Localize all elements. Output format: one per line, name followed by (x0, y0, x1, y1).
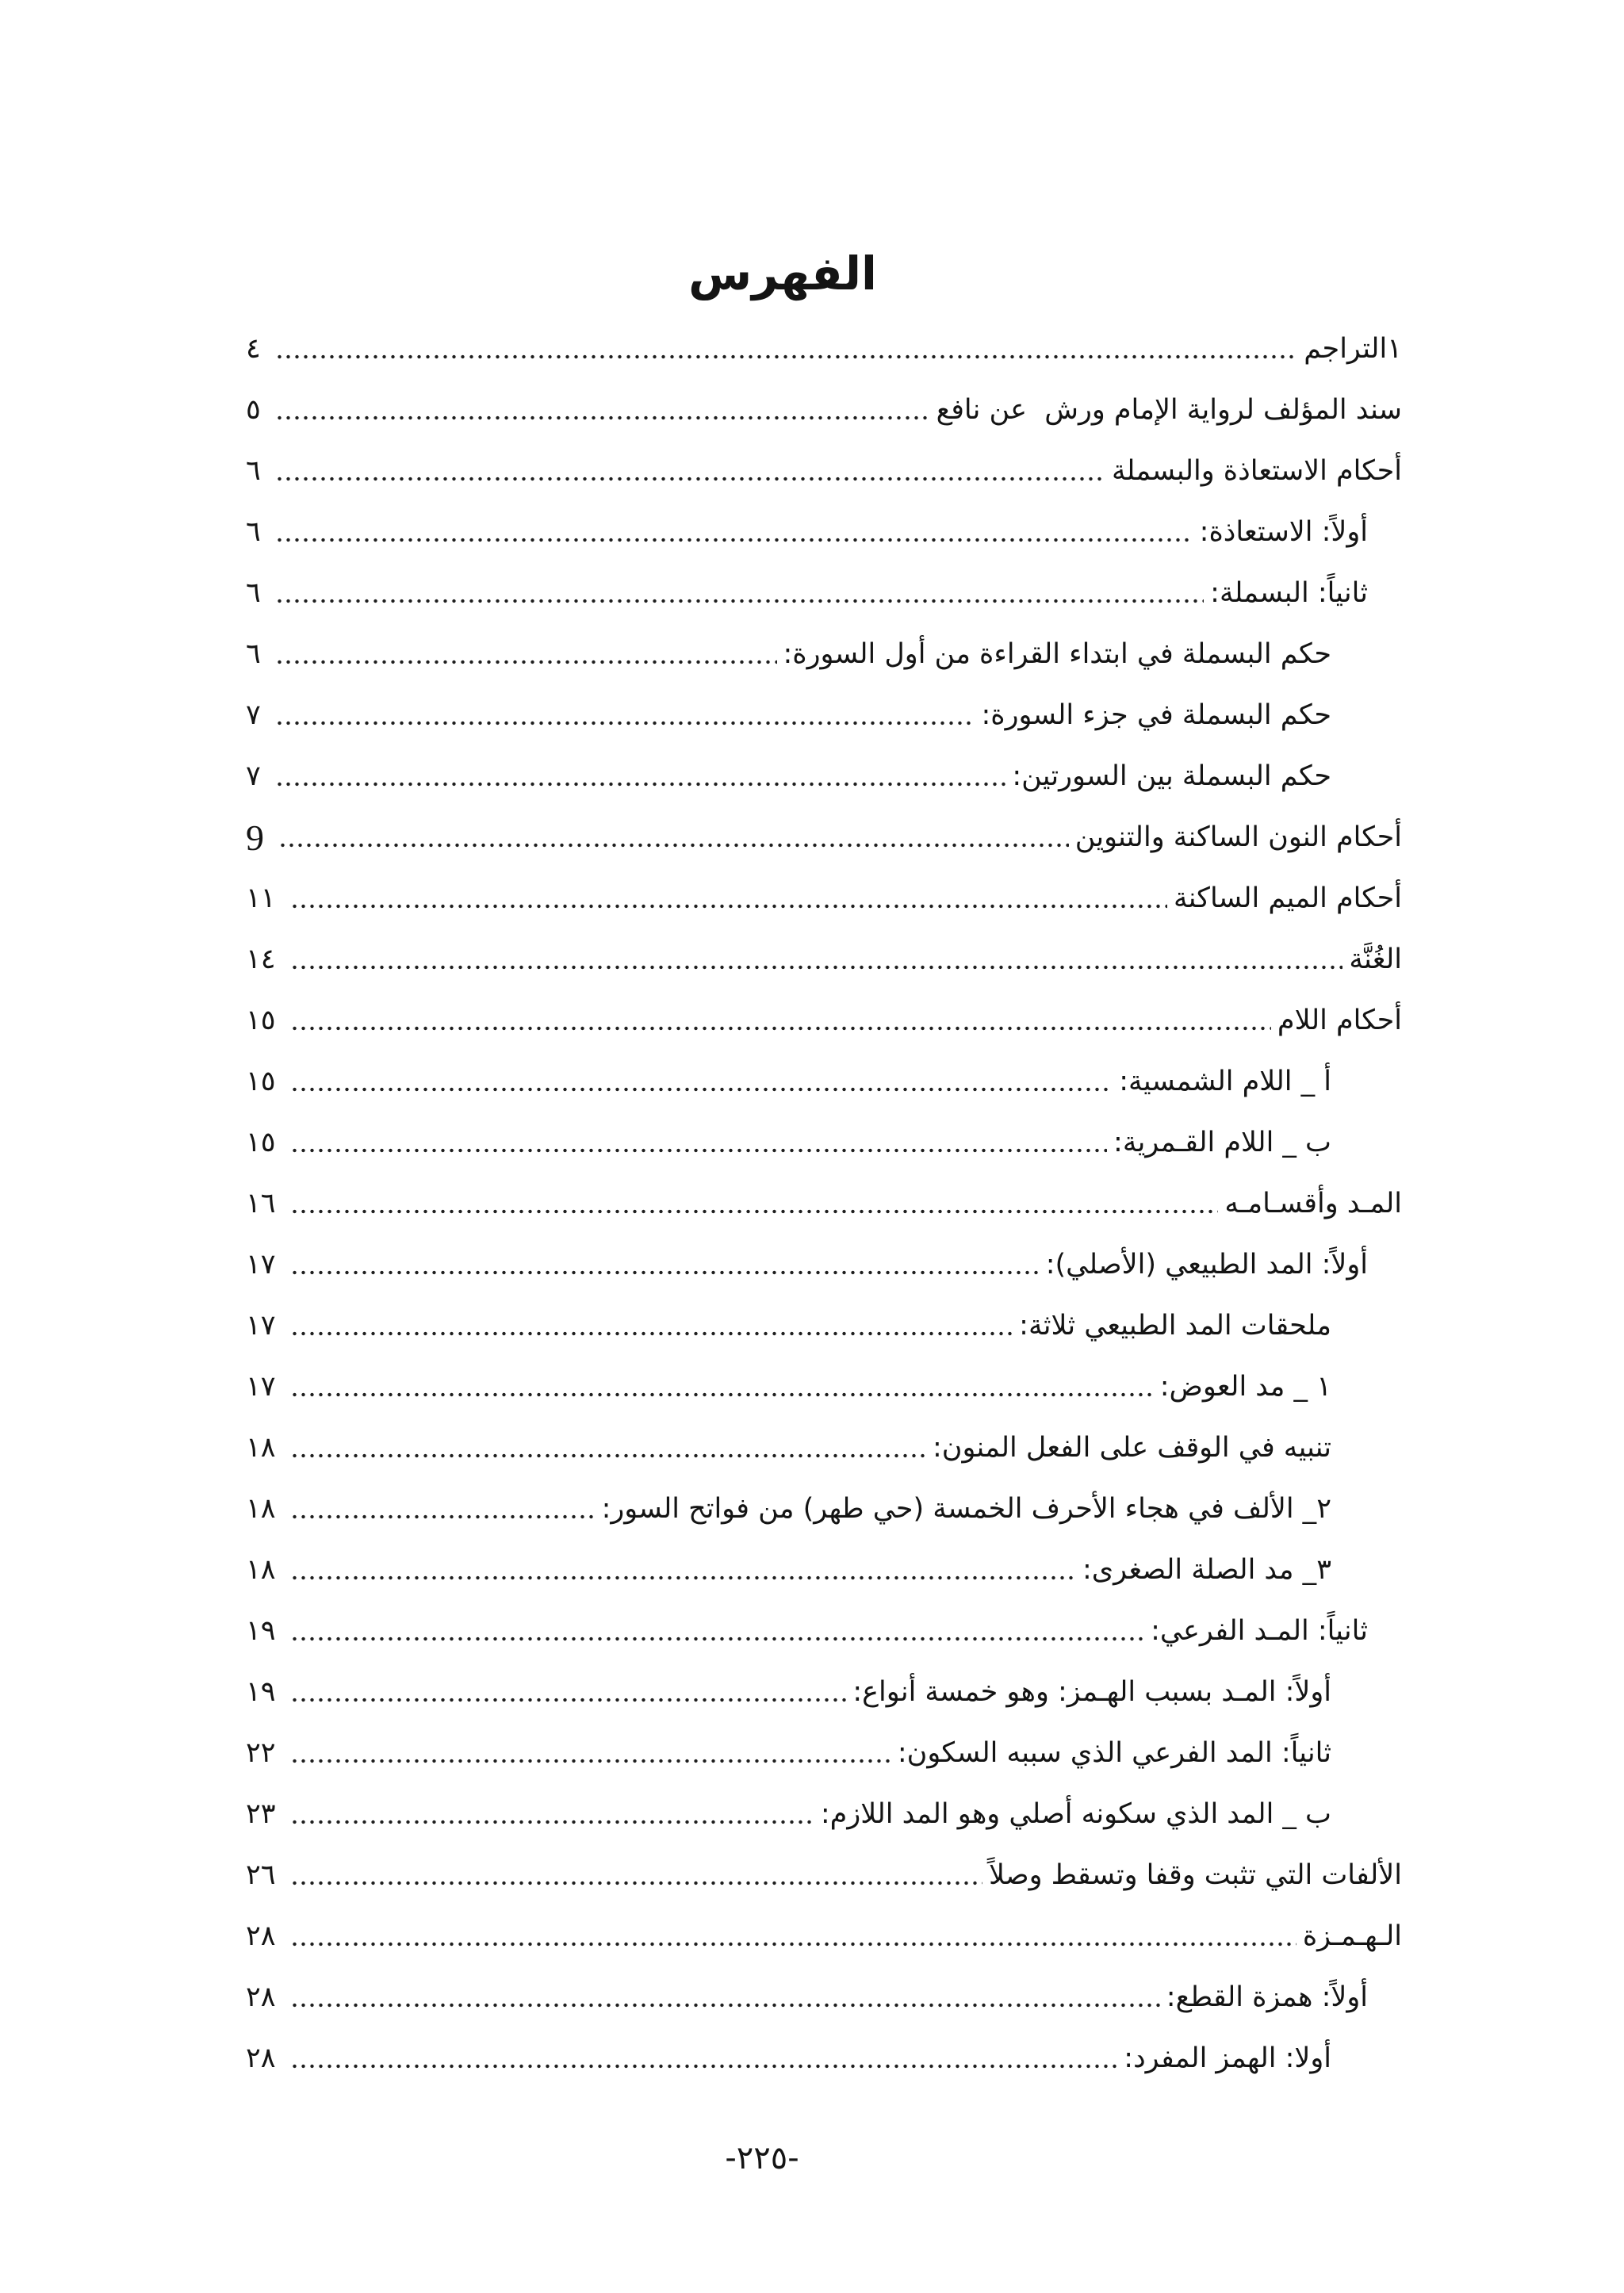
toc-entry (246, 746, 1402, 807)
toc-entry (246, 1601, 1402, 1662)
dot-leader (290, 1112, 1107, 1173)
toc-entry-title: سند المؤلف لرواية الإمام ورش عن نافع (936, 394, 1402, 426)
dot-leader (290, 1479, 596, 1540)
toc-entry (246, 563, 1402, 624)
toc-entry-page: ٤ (246, 333, 261, 365)
dot-leader (290, 1723, 891, 1784)
toc-entry-page: ١٩ (246, 1676, 276, 1708)
dot-leader (290, 1051, 1113, 1112)
dot-leader (278, 807, 1069, 868)
toc-entry (246, 807, 1402, 868)
toc-entry-title: ب _ اللام القـمرية: (1113, 1127, 1331, 1158)
toc-entry-page: ١١ (246, 882, 276, 914)
toc-entry (246, 990, 1402, 1051)
toc-entry-title: ٣_ مد الصلة الصغرى: (1082, 1554, 1331, 1586)
toc-entry-page: ١٥ (246, 1127, 276, 1158)
toc-entry-page: ١٨ (246, 1493, 276, 1525)
toc-entry (246, 1723, 1402, 1784)
toc-entry-page: ٦ (246, 455, 261, 487)
dot-leader (275, 441, 1105, 502)
toc-entry-page: ١٩ (246, 1615, 276, 1647)
toc-entry-page: 9 (246, 817, 264, 858)
toc-entry-title: المـد وأقسـامـه (1224, 1188, 1402, 1219)
toc-entry-title: تنبيه في الوقف على الفعل المنون: (932, 1432, 1331, 1464)
toc-entry-title: ١ _ مد العوض: (1159, 1371, 1331, 1403)
dot-leader (275, 685, 975, 746)
toc-entry (246, 1906, 1402, 1967)
dot-leader (290, 1296, 1013, 1357)
toc-entry-page: ٦ (246, 516, 261, 548)
toc-entry-page: ٧ (246, 699, 261, 731)
toc-entry-page: ٢٦ (246, 1859, 276, 1891)
dot-leader (290, 1784, 814, 1845)
toc-entry-title: أحكام الاستعاذة والبسملة (1112, 455, 1402, 487)
toc-entry (246, 685, 1402, 746)
toc-entry-page: ٢٨ (246, 1981, 276, 2013)
toc-entry (246, 1662, 1402, 1723)
toc-entry (246, 1235, 1402, 1296)
toc-entry-title: أحكام اللام (1277, 1005, 1402, 1036)
toc-entry-title: أولاً: المـد بسبب الهـمز: وهو خمسة أنواع: (852, 1676, 1331, 1708)
toc-entry (246, 319, 1402, 380)
toc-entry-page: ٦ (246, 577, 261, 609)
dot-leader (290, 1540, 1076, 1601)
toc-entry (246, 1296, 1402, 1357)
dot-leader (290, 1357, 1154, 1418)
toc-entry-page: ٧ (246, 760, 261, 792)
toc-entry (246, 1784, 1402, 1845)
dot-leader (290, 1845, 982, 1906)
toc-entry (246, 1845, 1402, 1906)
toc-entry (246, 1479, 1402, 1540)
toc-entry-title: حكم البسملة بين السورتين: (1012, 760, 1331, 792)
dot-leader (275, 563, 1204, 624)
toc-entry-page: ٦ (246, 638, 261, 670)
toc-entry (246, 502, 1402, 563)
toc-entry-page: ١٨ (246, 1432, 276, 1464)
page-number-footer: -٢٢٥- (725, 2140, 799, 2176)
toc-entry (246, 380, 1402, 441)
dot-leader (275, 502, 1193, 563)
toc-entry-page: ١٨ (246, 1554, 276, 1586)
toc-entry-title: ثانياً: المد الفرعي الذي سببه السكون: (897, 1737, 1331, 1769)
toc-entry (246, 1112, 1402, 1173)
dot-leader (290, 929, 1343, 990)
toc-entry-title: الغُنَّة (1349, 944, 1402, 975)
toc-entry (246, 929, 1402, 990)
dot-leader (290, 990, 1271, 1051)
toc-entry-title: ب _ المد الذي سكونه أصلي وهو المد اللازم: (820, 1798, 1331, 1830)
dot-leader (290, 1662, 847, 1723)
page-title: الفهرس (688, 247, 877, 301)
toc-entry (246, 2028, 1402, 2089)
toc-entry-title: أولاً: المد الطبيعي (الأصلي): (1045, 1249, 1368, 1280)
toc-entry (246, 1967, 1402, 2028)
toc-entry-page: ٢٨ (246, 2042, 276, 2074)
toc-entry-page: ١٧ (246, 1371, 276, 1403)
toc-entry-page: ١٥ (246, 1066, 276, 1097)
toc-entry-title: أحكام النون الساكنة والتنوين (1074, 821, 1402, 853)
dot-leader (290, 1235, 1040, 1296)
table-of-contents (246, 319, 1402, 2089)
toc-entry-title: حكم البسملة في ابتداء القراءة من أول السورة: (783, 638, 1331, 670)
toc-entry-page: ١٧ (246, 1310, 276, 1342)
toc-entry-title: ثانياً: البسملة: (1210, 577, 1368, 609)
toc-entry (246, 441, 1402, 502)
toc-entry (246, 624, 1402, 685)
toc-entry-page: ١٥ (246, 1005, 276, 1036)
dot-leader (290, 1173, 1219, 1235)
toc-entry-title: أ _ اللام الشمسية: (1119, 1066, 1331, 1097)
toc-entry (246, 1051, 1402, 1112)
toc-entry-title: ملحقات المد الطبيعي ثلاثة: (1019, 1310, 1331, 1342)
dot-leader (290, 868, 1167, 929)
toc-entry-page: ١٦ (246, 1188, 276, 1219)
toc-entry (246, 1357, 1402, 1418)
dot-leader (290, 1967, 1160, 2028)
dot-leader (290, 1418, 926, 1479)
toc-entry-page: ٢٢ (246, 1737, 276, 1769)
toc-entry (246, 1173, 1402, 1235)
toc-entry-title: أولا: الهمز المفرد: (1124, 2042, 1331, 2074)
toc-entry (246, 1540, 1402, 1601)
dot-leader (290, 1601, 1144, 1662)
toc-entry-title: أولاً: الاستعاذة: (1199, 516, 1368, 548)
toc-entry-title: ٢_ الألف في هجاء الأحرف الخمسة (حي طهر) من فواتح السور: (601, 1493, 1331, 1525)
toc-entry-title: ١التراجم (1304, 333, 1402, 365)
toc-entry-title: أولاً: همزة القطع: (1166, 1981, 1368, 2013)
toc-entry-page: ٥ (246, 394, 261, 426)
toc-entry-title: الألفات التي تثبت وقفا وتسقط وصلاً (989, 1859, 1402, 1891)
dot-leader (275, 624, 777, 685)
toc-entry (246, 868, 1402, 929)
toc-entry-page: ٢٣ (246, 1798, 276, 1830)
toc-entry-title: حكم البسملة في جزء السورة: (981, 699, 1331, 731)
toc-entry (246, 1418, 1402, 1479)
toc-entry-page: ٢٨ (246, 1920, 276, 1952)
toc-entry-title: الـهـمـزة (1302, 1920, 1402, 1952)
dot-leader (290, 1906, 1297, 1967)
toc-entry-page: ١٧ (246, 1249, 276, 1280)
dot-leader (275, 319, 1297, 380)
toc-entry-page: ١٤ (246, 944, 276, 975)
dot-leader (275, 746, 1006, 807)
toc-entry-title: ثانياً: المـد الفرعي: (1151, 1615, 1368, 1647)
dot-leader (275, 380, 930, 441)
dot-leader (290, 2028, 1118, 2089)
toc-entry-title: أحكام الميم الساكنة (1173, 882, 1402, 914)
